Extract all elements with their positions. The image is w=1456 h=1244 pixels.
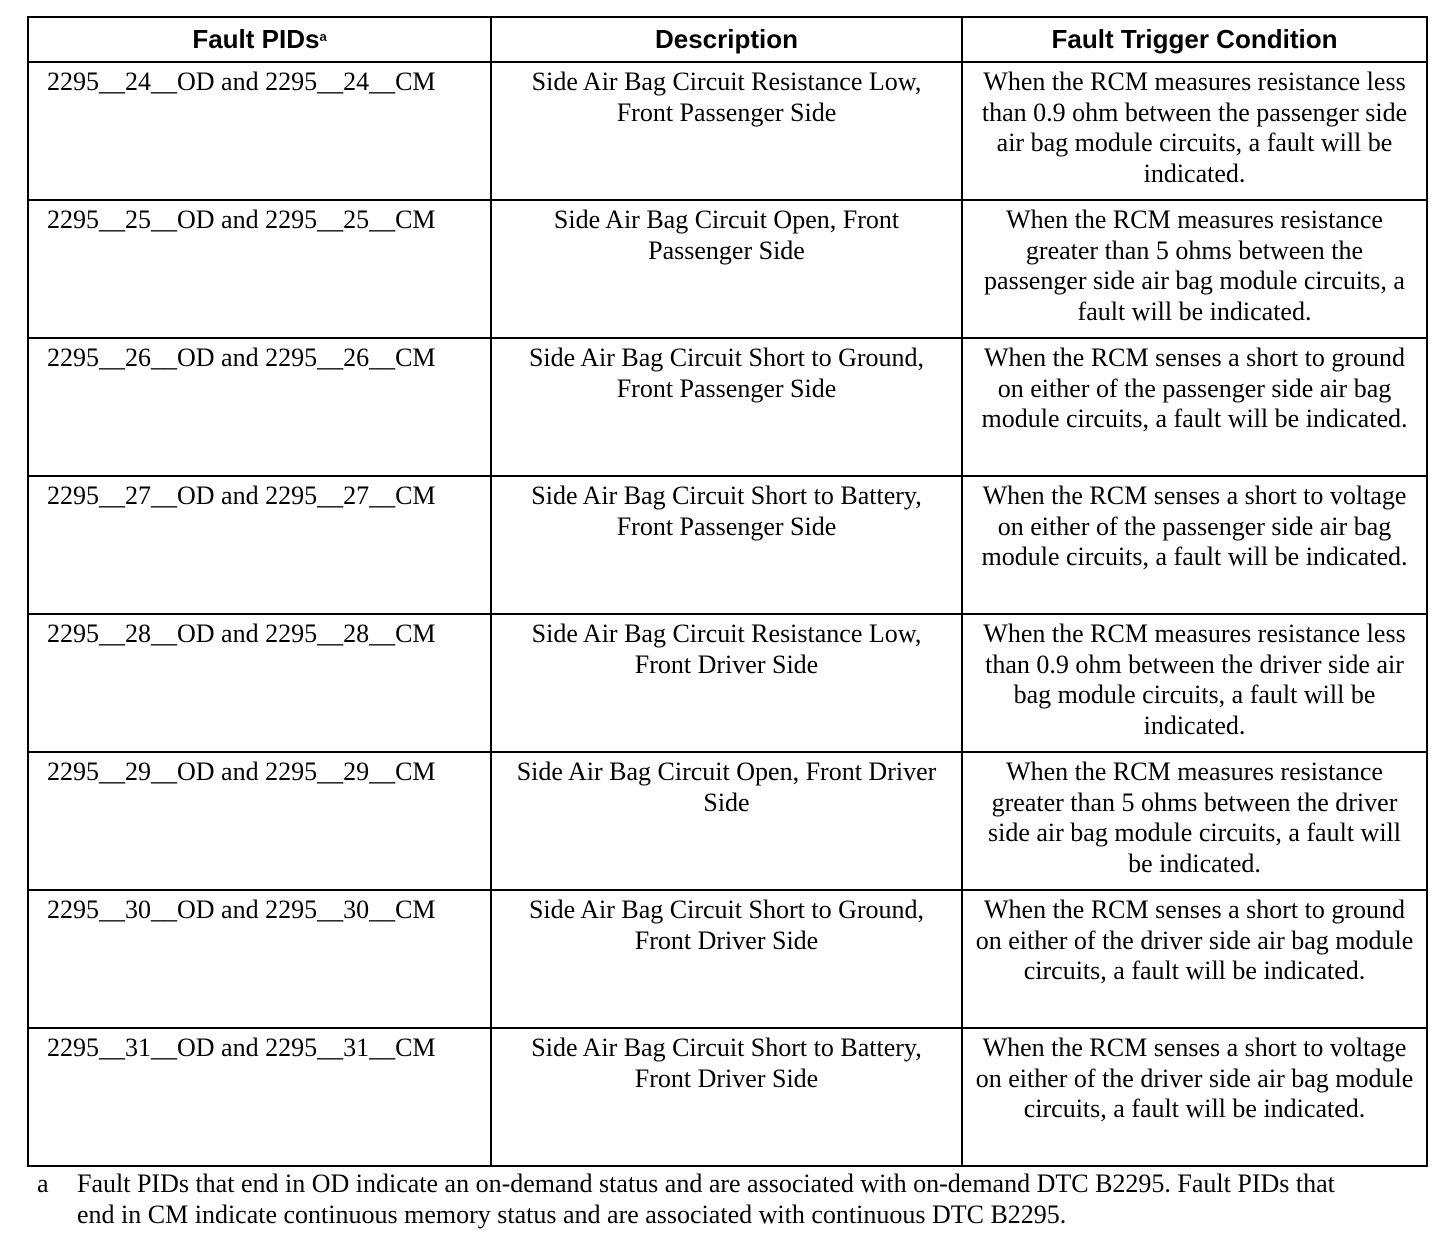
- document-page: [27, 16, 1426, 1167]
- footnote-text: Fault PIDs that end in OD indicate an on-demand status and are associated with on-demand DTC B2295. Fault PIDs that end in CM indicate continuous memory status and are associated with continuous DTC B2295.: [77, 1169, 1335, 1229]
- fault-pid-table: [27, 16, 1428, 1167]
- description-cell: Side Air Bag Circuit Open, Front Driver Side: [491, 752, 962, 890]
- footnote-reference: a: [319, 29, 327, 44]
- trigger-condition-cell: When the RCM senses a short to voltage on either of the passenger side air bag module circuits, a fault will be indicated.: [962, 476, 1427, 614]
- trigger-condition-cell: When the RCM measures resistance less than 0.9 ohm between the driver side air bag module circuits, a fault will be indicated.: [962, 614, 1427, 752]
- table-row: [28, 890, 1427, 1028]
- description-cell: Side Air Bag Circuit Short to Battery, Front Passenger Side: [491, 476, 962, 614]
- fault-pid-cell: 2295__26__OD and 2295__26__CM: [28, 338, 491, 476]
- description-cell: Side Air Bag Circuit Short to Ground, Front Passenger Side: [491, 338, 962, 476]
- trigger-condition-cell: When the RCM senses a short to ground on either of the passenger side air bag module circuits, a fault will be indicated.: [962, 338, 1427, 476]
- description-cell: Side Air Bag Circuit Short to Ground, Front Driver Side: [491, 890, 962, 1028]
- table-row: [28, 338, 1427, 476]
- trigger-condition-cell: When the RCM measures resistance greater than 5 ohms between the driver side air bag module circuits, a fault will be indicated.: [962, 752, 1427, 890]
- trigger-condition-cell: When the RCM measures resistance less than 0.9 ohm between the passenger side air bag module circuits, a fault will be indicated.: [962, 62, 1427, 200]
- description-cell: Side Air Bag Circuit Resistance Low, Front Driver Side: [491, 614, 962, 752]
- header-fault-pids: [28, 17, 491, 62]
- fault-pid-cell: 2295__31__OD and 2295__31__CM: [28, 1028, 491, 1166]
- fault-pid-cell: 2295__24__OD and 2295__24__CM: [28, 62, 491, 200]
- table-row: [28, 200, 1427, 338]
- trigger-condition-cell: When the RCM measures resistance greater than 5 ohms between the passenger side air bag module circuits, a fault will be indicated.: [962, 200, 1427, 338]
- table-row: [28, 752, 1427, 890]
- table-header-row: [28, 17, 1427, 62]
- description-cell: Side Air Bag Circuit Open, Front Passenger Side: [491, 200, 962, 338]
- description-cell: Side Air Bag Circuit Short to Battery, Front Driver Side: [491, 1028, 962, 1166]
- table-footnote: [37, 1168, 1367, 1230]
- table-row: [28, 476, 1427, 614]
- description-cell: Side Air Bag Circuit Resistance Low, Front Passenger Side: [491, 62, 962, 200]
- fault-pid-cell: 2295__27__OD and 2295__27__CM: [28, 476, 491, 614]
- header-fault-trigger-condition: Fault Trigger Condition: [962, 17, 1427, 62]
- fault-pid-cell: 2295__29__OD and 2295__29__CM: [28, 752, 491, 890]
- table-row: [28, 614, 1427, 752]
- fault-pid-cell: 2295__25__OD and 2295__25__CM: [28, 200, 491, 338]
- table-row: [28, 62, 1427, 200]
- footnote-mark: a: [37, 1169, 49, 1198]
- trigger-condition-cell: When the RCM senses a short to ground on either of the driver side air bag module circuits, a fault will be indicated.: [962, 890, 1427, 1028]
- table-row: [28, 1028, 1427, 1166]
- header-description: Description: [491, 17, 962, 62]
- fault-pid-cell: 2295__30__OD and 2295__30__CM: [28, 890, 491, 1028]
- header-fault-pids-label: Fault PIDs: [192, 24, 320, 54]
- fault-pid-cell: 2295__28__OD and 2295__28__CM: [28, 614, 491, 752]
- trigger-condition-cell: When the RCM senses a short to voltage on either of the driver side air bag module circuits, a fault will be indicated.: [962, 1028, 1427, 1166]
